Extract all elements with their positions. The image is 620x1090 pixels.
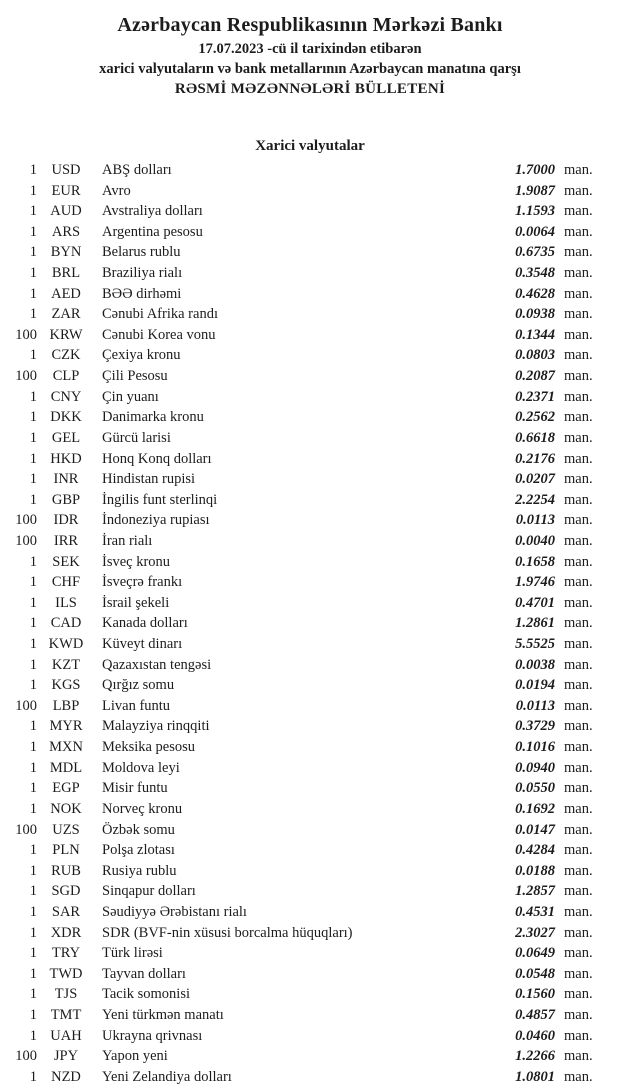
rate-value-cell: 0.2087 xyxy=(515,368,555,385)
quantity-cell: 1 xyxy=(29,615,37,632)
unit-cell: man. xyxy=(564,326,593,343)
unit-cell: man. xyxy=(564,718,593,735)
unit-cell: man. xyxy=(564,842,593,859)
rate-value-cell: 0.0938 xyxy=(515,306,555,323)
currency-name-cell: İsveçrə frankı xyxy=(102,574,183,591)
rate-row xyxy=(12,387,597,408)
currency-code-cell: ILS xyxy=(55,594,77,611)
currency-code-cell: PLN xyxy=(52,842,80,859)
quantity-cell: 1 xyxy=(29,924,37,941)
unit-cell: man. xyxy=(564,739,593,756)
quantity-cell: 1 xyxy=(29,986,37,1003)
rate-row xyxy=(12,613,597,634)
rate-value-cell: 2.3027 xyxy=(515,924,555,941)
currency-name-cell: Qazaxıstan tengəsi xyxy=(102,656,212,673)
quantity-cell: 1 xyxy=(29,780,37,797)
currency-name-cell: Danimarka kronu xyxy=(102,409,204,426)
currency-code-cell: ARS xyxy=(51,223,81,240)
rate-value-cell: 0.0940 xyxy=(515,759,555,776)
unit-cell: man. xyxy=(564,285,593,302)
currency-name-cell: Meksika pesosu xyxy=(102,739,196,756)
rate-value-cell: 0.1016 xyxy=(515,739,555,756)
currency-code-cell: DKK xyxy=(50,409,82,426)
unit-cell: man. xyxy=(564,1048,593,1065)
rate-row xyxy=(12,861,597,882)
quantity-cell: 1 xyxy=(29,759,37,776)
currency-code-cell: NZD xyxy=(51,1068,81,1085)
currency-name-cell: Honq Konq dolları xyxy=(102,450,212,467)
rate-row xyxy=(12,1046,597,1067)
rate-value-cell: 5.5525 xyxy=(515,636,555,653)
rate-value-cell: 0.0147 xyxy=(515,821,555,838)
currency-name-cell: Moldova leyi xyxy=(102,759,180,776)
currency-name-cell: Türk lirəsi xyxy=(102,945,163,962)
currency-code-cell: MDL xyxy=(49,759,83,776)
currency-name-cell: İndoneziya rupiası xyxy=(102,512,210,529)
quantity-cell: 1 xyxy=(29,429,37,446)
currency-name-cell: BƏƏ dirhəmi xyxy=(102,285,182,302)
currency-code-cell: UAH xyxy=(50,1027,82,1044)
rate-value-cell: 0.4284 xyxy=(515,842,555,859)
quantity-cell: 1 xyxy=(29,347,37,364)
quantity-cell: 100 xyxy=(15,368,37,385)
quantity-cell: 1 xyxy=(29,1027,37,1044)
currency-name-cell: Livan funtu xyxy=(102,697,171,714)
unit-cell: man. xyxy=(564,491,593,508)
quantity-cell: 1 xyxy=(29,945,37,962)
rate-value-cell: 1.2861 xyxy=(515,615,555,632)
rate-value-cell: 1.9746 xyxy=(515,574,555,591)
currency-name-cell: Avro xyxy=(102,182,131,199)
rate-value-cell: 0.0038 xyxy=(515,656,555,673)
rate-value-cell: 0.4857 xyxy=(515,1006,555,1023)
currency-name-cell: Kanada dolları xyxy=(102,615,188,632)
currency-code-cell: CZK xyxy=(51,347,81,364)
unit-cell: man. xyxy=(564,677,593,694)
bulletin-title: RƏSMİ MƏZƏNNƏLƏRİ BÜLLETENİ xyxy=(174,81,446,97)
currency-code-cell: EGP xyxy=(52,780,80,797)
rate-row xyxy=(12,984,597,1005)
currency-code-cell: GBP xyxy=(51,491,81,508)
unit-cell: man. xyxy=(564,182,593,199)
currency-code-cell: TMT xyxy=(50,1006,82,1023)
rate-row xyxy=(12,572,597,593)
currency-name-cell: Argentina pesosu xyxy=(102,223,203,240)
quantity-cell: 1 xyxy=(29,162,37,178)
rate-value-cell: 1.2857 xyxy=(515,883,555,900)
rate-value-cell: 0.0113 xyxy=(515,512,555,529)
currency-name-cell: Səudiyyə Ərəbistanı rialı xyxy=(102,903,247,920)
currency-code-cell: CAD xyxy=(50,615,82,632)
currency-name-cell: İsveç kronu xyxy=(102,553,171,570)
currency-code-cell: AUD xyxy=(50,203,82,220)
quantity-cell: 100 xyxy=(15,532,37,549)
currency-code-cell: LBP xyxy=(52,697,80,714)
quantity-cell: 1 xyxy=(29,800,37,817)
unit-cell: man. xyxy=(564,821,593,838)
currency-name-cell: Rusiya rublu xyxy=(102,862,177,879)
unit-cell: man. xyxy=(564,636,593,653)
currency-code-cell: KWD xyxy=(48,636,84,653)
currency-code-cell: KGS xyxy=(51,677,81,694)
currency-name-cell: Braziliya rialı xyxy=(102,265,183,282)
bank-title: Azərbaycan Respublikasının Mərkəzi Bankı xyxy=(117,14,503,36)
unit-cell: man. xyxy=(564,697,593,714)
currency-code-cell: GEL xyxy=(51,429,81,446)
rate-row xyxy=(12,799,597,820)
bulletin-subtitle: xarici valyutaların və bank metallarının Azərbaycan manatına qarşı xyxy=(99,61,521,77)
quantity-cell: 1 xyxy=(29,1068,37,1085)
currency-code-cell: AED xyxy=(51,285,81,302)
currency-code-cell: ZAR xyxy=(51,306,81,323)
rate-value-cell: 0.0064 xyxy=(515,223,555,240)
currency-code-cell: KRW xyxy=(49,326,83,343)
unit-cell: man. xyxy=(564,594,593,611)
quantity-cell: 100 xyxy=(15,512,37,529)
quantity-cell: 1 xyxy=(29,553,37,570)
quantity-cell: 1 xyxy=(29,965,37,982)
unit-cell: man. xyxy=(564,409,593,426)
rate-row xyxy=(12,902,597,923)
currency-code-cell: UZS xyxy=(52,821,80,838)
quantity-cell: 1 xyxy=(29,203,37,220)
rate-row xyxy=(12,840,597,861)
currency-name-cell: Belarus rublu xyxy=(102,244,181,261)
unit-cell: man. xyxy=(564,615,593,632)
quantity-cell: 1 xyxy=(29,574,37,591)
unit-cell: man. xyxy=(564,759,593,776)
quantity-cell: 1 xyxy=(29,594,37,611)
rate-row xyxy=(12,366,597,387)
unit-cell: man. xyxy=(564,862,593,879)
unit-cell: man. xyxy=(564,347,593,364)
unit-cell: man. xyxy=(564,883,593,900)
rate-value-cell: 0.0803 xyxy=(515,347,555,364)
rates-table xyxy=(0,160,620,1087)
currency-code-cell: INR xyxy=(53,471,79,488)
quantity-cell: 1 xyxy=(29,244,37,261)
rate-value-cell: 0.0649 xyxy=(515,945,555,962)
currency-code-cell: SAR xyxy=(51,903,81,920)
unit-cell: man. xyxy=(564,532,593,549)
quantity-cell: 1 xyxy=(29,285,37,302)
currency-code-cell: CNY xyxy=(50,388,82,405)
quantity-cell: 1 xyxy=(29,409,37,426)
quantity-cell: 1 xyxy=(29,636,37,653)
rate-value-cell: 0.0460 xyxy=(515,1027,555,1044)
currency-code-cell: TRY xyxy=(51,945,81,962)
currency-code-cell: KZT xyxy=(51,656,81,673)
currency-code-cell: BYN xyxy=(50,244,82,261)
unit-cell: man. xyxy=(564,656,593,673)
currency-code-cell: USD xyxy=(51,162,81,178)
quantity-cell: 1 xyxy=(29,883,37,900)
effective-date-line: 17.07.2023 -cü il tarixindən etibarən xyxy=(198,41,422,57)
rate-row xyxy=(12,655,597,676)
quantity-cell: 1 xyxy=(29,223,37,240)
currency-name-cell: İsrail şekeli xyxy=(102,594,170,611)
rate-value-cell: 0.0040 xyxy=(515,532,555,549)
rate-row xyxy=(12,964,597,985)
rate-value-cell: 0.1658 xyxy=(515,553,555,570)
unit-cell: man. xyxy=(564,553,593,570)
quantity-cell: 1 xyxy=(29,491,37,508)
currency-name-cell: Küveyt dinarı xyxy=(102,636,183,653)
currency-name-cell: Ukrayna qrivnası xyxy=(102,1027,203,1044)
currency-name-cell: Cənubi Korea vonu xyxy=(102,326,216,343)
rate-value-cell: 1.0801 xyxy=(515,1068,555,1085)
quantity-cell: 100 xyxy=(15,821,37,838)
rate-row xyxy=(12,304,597,325)
rate-row xyxy=(12,284,597,305)
currency-code-cell: NOK xyxy=(50,800,82,817)
rate-row xyxy=(12,325,597,346)
rate-value-cell: 0.2371 xyxy=(515,388,555,405)
unit-cell: man. xyxy=(564,388,593,405)
unit-cell: man. xyxy=(564,945,593,962)
rate-row xyxy=(12,345,597,366)
currency-name-cell: Norveç kronu xyxy=(102,800,183,817)
rate-row xyxy=(12,263,597,284)
currency-name-cell: Yeni Zelandiya dolları xyxy=(102,1068,232,1085)
rate-row xyxy=(12,242,597,263)
unit-cell: man. xyxy=(564,800,593,817)
rate-value-cell: 0.4531 xyxy=(515,903,555,920)
rate-value-cell: 0.0188 xyxy=(515,862,555,879)
rate-value-cell: 1.2266 xyxy=(515,1048,555,1065)
rate-row xyxy=(12,428,597,449)
unit-cell: man. xyxy=(564,223,593,240)
rate-row xyxy=(12,634,597,655)
currency-name-cell: SDR (BVF-nin xüsusi borcalma hüquqları) xyxy=(102,924,353,941)
rate-value-cell: 0.3729 xyxy=(515,718,555,735)
unit-cell: man. xyxy=(564,265,593,282)
rate-row xyxy=(12,1026,597,1047)
rate-row xyxy=(12,593,597,614)
currency-code-cell: MXN xyxy=(49,739,83,756)
unit-cell: man. xyxy=(564,203,593,220)
currency-name-cell: Sinqapur dolları xyxy=(102,883,196,900)
rate-row xyxy=(12,201,597,222)
unit-cell: man. xyxy=(564,780,593,797)
rate-value-cell: 0.2562 xyxy=(515,409,555,426)
currency-name-cell: Özbək somu xyxy=(102,821,175,838)
currency-code-cell: HKD xyxy=(50,450,82,467)
rate-value-cell: 0.3548 xyxy=(515,265,555,282)
rate-value-cell: 0.2176 xyxy=(515,450,555,467)
currency-name-cell: Qırğız somu xyxy=(102,677,175,694)
currency-name-cell: Yapon yeni xyxy=(102,1048,168,1065)
rate-row xyxy=(12,490,597,511)
rate-row xyxy=(12,778,597,799)
rate-value-cell: 1.9087 xyxy=(515,182,555,199)
rate-row xyxy=(12,923,597,944)
quantity-cell: 1 xyxy=(29,862,37,879)
currency-code-cell: IRR xyxy=(53,532,79,549)
section-title-foreign-currencies: Xarici valyutalar xyxy=(255,138,365,154)
currency-code-cell: JPY xyxy=(53,1048,79,1065)
quantity-cell: 1 xyxy=(29,265,37,282)
currency-name-cell: Tayvan dolları xyxy=(102,965,186,982)
currency-name-cell: Hindistan rupisi xyxy=(102,471,196,488)
currency-code-cell: IDR xyxy=(53,512,79,529)
currency-name-cell: Çin yuanı xyxy=(102,388,159,405)
currency-name-cell: İran rialı xyxy=(102,532,153,549)
currency-name-cell: Çexiya kronu xyxy=(102,347,181,364)
quantity-cell: 1 xyxy=(29,388,37,405)
rate-row xyxy=(12,531,597,552)
unit-cell: man. xyxy=(564,903,593,920)
rate-row xyxy=(12,696,597,717)
rate-value-cell: 2.2254 xyxy=(515,491,555,508)
rate-value-cell: 0.0550 xyxy=(515,780,555,797)
unit-cell: man. xyxy=(564,574,593,591)
currency-code-cell: BRL xyxy=(51,265,81,282)
currency-code-cell: SGD xyxy=(51,883,81,900)
currency-name-cell: İngilis funt sterlinqi xyxy=(102,491,218,508)
currency-name-cell: Tacik somonisi xyxy=(102,986,190,1003)
unit-cell: man. xyxy=(564,450,593,467)
rate-value-cell: 0.0194 xyxy=(515,677,555,694)
rate-row xyxy=(12,1067,597,1088)
unit-cell: man. xyxy=(564,924,593,941)
rate-row xyxy=(12,881,597,902)
quantity-cell: 1 xyxy=(29,450,37,467)
currency-code-cell: CHF xyxy=(51,574,81,591)
currency-name-cell: Avstraliya dolları xyxy=(102,203,203,220)
rate-row xyxy=(12,510,597,531)
currency-code-cell: RUB xyxy=(51,862,81,879)
rate-value-cell: 0.1560 xyxy=(515,986,555,1003)
quantity-cell: 100 xyxy=(15,326,37,343)
currency-name-cell: ABŞ dolları xyxy=(102,162,172,178)
currency-name-cell: Polşa zlotası xyxy=(102,842,175,859)
currency-name-cell: Malayziya rinqqiti xyxy=(102,718,210,735)
currency-code-cell: CLP xyxy=(52,368,80,385)
rate-row xyxy=(12,181,597,202)
rate-value-cell: 0.1692 xyxy=(515,800,555,817)
rate-row xyxy=(12,1005,597,1026)
currency-code-cell: MYR xyxy=(49,718,83,735)
quantity-cell: 1 xyxy=(29,656,37,673)
rate-row xyxy=(12,449,597,470)
rate-row xyxy=(12,407,597,428)
rate-row xyxy=(12,716,597,737)
currency-code-cell: TJS xyxy=(54,986,78,1003)
rate-row xyxy=(12,758,597,779)
currency-name-cell: Çili Pesosu xyxy=(102,368,168,385)
rate-row xyxy=(12,820,597,841)
rate-value-cell: 0.4628 xyxy=(515,285,555,302)
rate-value-cell: 0.0207 xyxy=(515,471,555,488)
quantity-cell: 1 xyxy=(29,842,37,859)
unit-cell: man. xyxy=(564,429,593,446)
unit-cell: man. xyxy=(564,965,593,982)
currency-name-cell: Cənubi Afrika randı xyxy=(102,306,218,323)
quantity-cell: 1 xyxy=(29,739,37,756)
quantity-cell: 1 xyxy=(29,677,37,694)
rate-value-cell: 0.1344 xyxy=(515,326,555,343)
unit-cell: man. xyxy=(564,1006,593,1023)
currency-name-cell: Yeni türkmən manatı xyxy=(102,1006,224,1023)
rate-value-cell: 1.7000 xyxy=(515,162,555,178)
quantity-cell: 1 xyxy=(29,718,37,735)
quantity-cell: 1 xyxy=(29,471,37,488)
quantity-cell: 1 xyxy=(29,182,37,199)
unit-cell: man. xyxy=(564,368,593,385)
unit-cell: man. xyxy=(564,512,593,529)
currency-code-cell: SEK xyxy=(52,553,80,570)
rate-value-cell: 1.1593 xyxy=(515,203,555,220)
currency-code-cell: XDR xyxy=(50,924,82,941)
rate-value-cell: 0.0548 xyxy=(515,965,555,982)
rate-value-cell: 0.6618 xyxy=(515,429,555,446)
rate-row xyxy=(12,469,597,490)
quantity-cell: 1 xyxy=(29,903,37,920)
quantity-cell: 100 xyxy=(15,1048,37,1065)
currency-code-cell: TWD xyxy=(49,965,83,982)
unit-cell: man. xyxy=(564,471,593,488)
quantity-cell: 1 xyxy=(29,1006,37,1023)
currency-code-cell: EUR xyxy=(51,182,81,199)
rate-row xyxy=(12,943,597,964)
rate-value-cell: 0.6735 xyxy=(515,244,555,261)
currency-name-cell: Gürcü larisi xyxy=(102,429,171,446)
quantity-cell: 100 xyxy=(15,697,37,714)
rate-row xyxy=(12,160,597,181)
rate-value-cell: 0.0113 xyxy=(515,697,555,714)
unit-cell: man. xyxy=(564,244,593,261)
unit-cell: man. xyxy=(564,1068,593,1085)
rate-row xyxy=(12,675,597,696)
unit-cell: man. xyxy=(564,306,593,323)
currency-name-cell: Misir funtu xyxy=(102,780,168,797)
rate-row xyxy=(12,552,597,573)
unit-cell: man. xyxy=(564,1027,593,1044)
rate-row xyxy=(12,222,597,243)
unit-cell: man. xyxy=(564,986,593,1003)
unit-cell: man. xyxy=(564,162,593,178)
quantity-cell: 1 xyxy=(29,306,37,323)
rate-row xyxy=(12,737,597,758)
rate-value-cell: 0.4701 xyxy=(515,594,555,611)
